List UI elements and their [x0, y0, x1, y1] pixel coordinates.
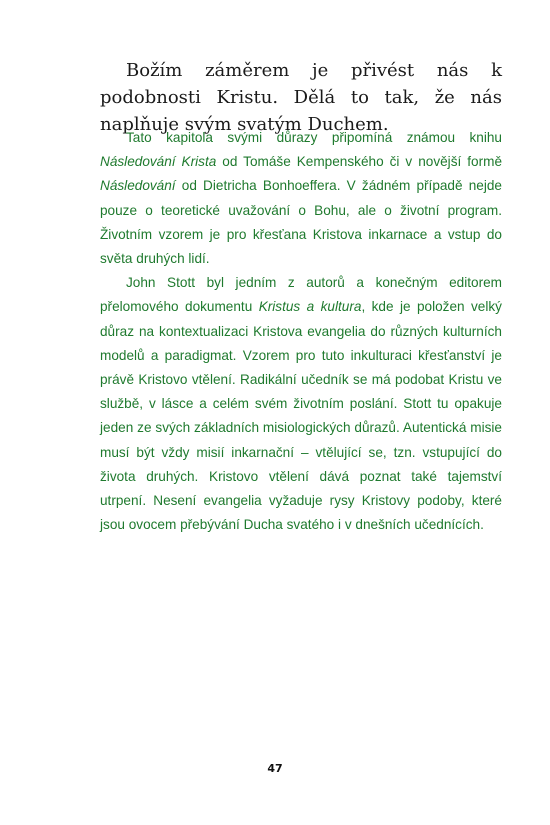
paragraph-2-segment-2-document-title: Kristus a kultura	[258, 299, 362, 315]
paragraph-1-segment-4-book-title: Následování	[100, 178, 176, 194]
paragraph-2-segment-3: , kde je položen velký důraz na kontextualizaci Kristova evangelia do různých kulturních modelů a paradigmat. Vzorem pro tuto inkulturaci křesťanství je právě Kristovo vtělení. Radikální učedník se má podobat Kristu ve službě, v lásce a celém svém životním poslání. Stott tu opakuje jeden ze svých základních misiologických důrazů. Autentická misie musí být vždy misií inkarnační – vtělující se, tzn. vstupující do života druhých. Kristovo vtělení dává poznat také tajemství utrpení. Nesení evangelia vyžaduje rysy Kristovy podoby, které jsou ovocem přebývání Ducha svatého i v dnešních učednících.	[100, 299, 502, 533]
paragraph-2	[100, 271, 502, 537]
body-text	[100, 126, 502, 537]
epigraph: Božím záměrem je přivést nás k podobnosti Kristu. Dělá to tak, že nás naplňuje svým svatým Duchem.	[100, 60, 502, 135]
paragraph-1-segment-5: od Dietricha Bonhoeffera. V žádném případě nejde pouze o teoretické uvažování o Bohu, ale o životní program. Životním vzorem je pro křesťana Kristova inkarnace a vstup do světa druhých lidí.	[100, 178, 502, 267]
paragraph-2-segment-1: John Stott byl jedním z autorů a konečným editorem přelomového dokumentu	[100, 275, 502, 315]
page-number: 47	[267, 762, 283, 775]
paragraph-1-segment-2-book-title: Následování Krista	[100, 154, 217, 170]
paragraph-1-segment-1: Tato kapitola svými důrazy připomíná známou knihu	[126, 130, 502, 145]
paragraph-1	[100, 126, 502, 271]
paragraph-1-segment-3: od Tomáše Kempenského či v novější formě	[216, 154, 503, 170]
